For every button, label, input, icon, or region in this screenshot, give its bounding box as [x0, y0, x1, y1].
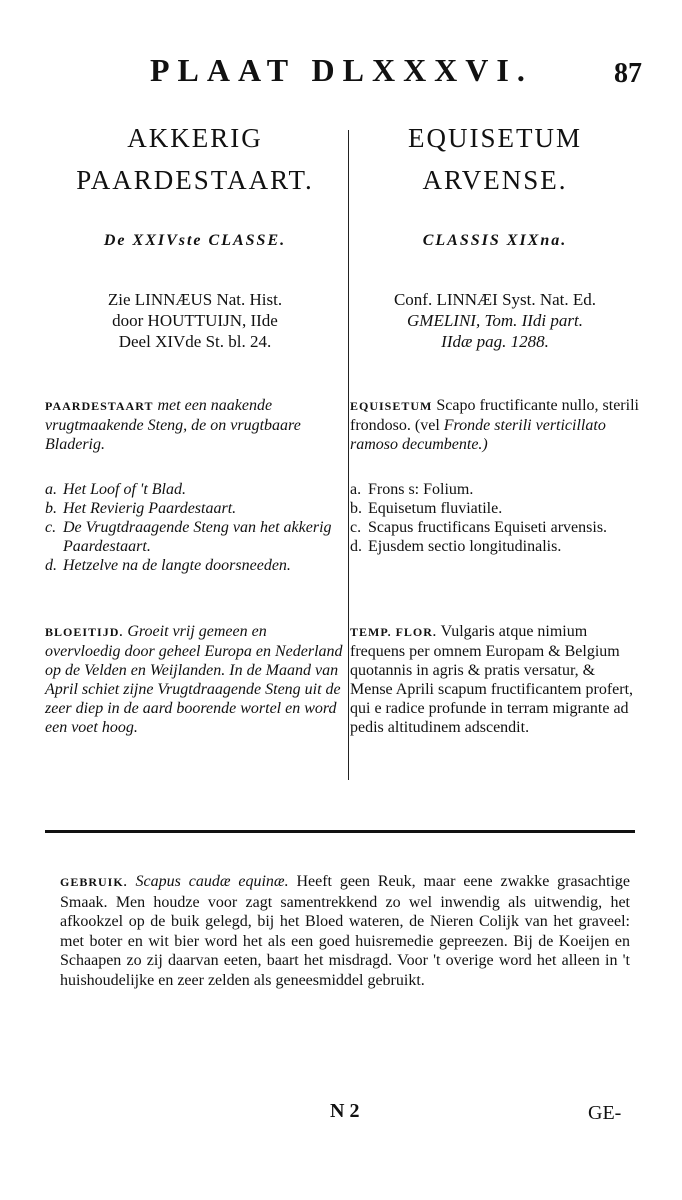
- right-ref-line1: Conf. LINNÆI Syst. Nat. Ed.: [393, 290, 597, 309]
- left-flowering: [45, 622, 345, 737]
- left-ref-line2: door HOUTTUIJN, IIde: [112, 311, 278, 330]
- left-desc-label: PAARDESTAART: [45, 399, 154, 413]
- right-ref-line2: GMELINI, Tom. IIdi part.: [407, 311, 583, 330]
- left-bloei-text: Groeit vrij gemeen en overvloedig door geheel Europa en Nederland op de Velden en Weijlanden. In de Maand van April schiet zijne Vrugtdraagende Steng uit de zeer diep in de aard boorende wortel en word een voet hoog.: [45, 623, 343, 736]
- left-bloei-label: BLOEITIJD.: [45, 625, 124, 639]
- list-item: d. Hetzelve na de langte doorsneeden.: [45, 557, 291, 574]
- left-ref-line1: Zie LINNÆUS Nat. Hist.: [107, 290, 283, 309]
- left-name-line2: PAARDESTAART.: [76, 165, 314, 195]
- left-figure-list: [45, 480, 345, 575]
- right-figure-list: [350, 480, 640, 556]
- list-item: b. Equisetum fluviatile.: [350, 500, 503, 517]
- catchword: GE-: [588, 1102, 622, 1124]
- right-flowering: [350, 622, 640, 737]
- left-name-line1: AKKERIG: [127, 123, 263, 153]
- section-divider: [45, 830, 635, 833]
- left-classe: De XXIVste CLASSE.: [103, 232, 287, 249]
- list-item: d. Ejusdem sectio longitudinalis.: [350, 538, 562, 555]
- list-item: c. Scapus fructificans Equiseti arvensis.: [350, 519, 608, 536]
- usage-label: GEBRUIK.: [60, 875, 128, 889]
- right-desc-label: EQUISETUM: [350, 399, 433, 413]
- left-description: [45, 396, 345, 454]
- plate-title: PLAAT DLXXXVI.: [150, 52, 533, 88]
- right-classe: CLASSIS XIXna.: [422, 232, 568, 249]
- signature-mark: N 2: [330, 1100, 360, 1122]
- usage-italic: Scapus caudæ equinæ.: [135, 873, 289, 890]
- right-name-line1: EQUISETUM: [408, 123, 582, 153]
- right-flor-text: Vulgaris atque nimium frequens per omnem Europam & Belgium quotannis in agris & pratis versatur, & Mense Aprili scapum fructificantem profert, qui e radice profunde in terram migrante ad pedis altitudinem adscendit.: [350, 623, 634, 736]
- usage-paragraph: [60, 872, 630, 990]
- list-item: b. Het Revierig Paardestaart.: [45, 500, 237, 517]
- right-desc-text: Scapo fructificante nullo, sterili frondoso. (vel: [350, 397, 639, 434]
- right-name-line2: ARVENSE.: [422, 165, 568, 195]
- list-item: c. De Vrugtdraagende Steng van het akkerig Paardestaart.: [45, 519, 332, 555]
- usage-text: Heeft geen Reuk, maar eene zwakke grasachtige Smaak. Men houdze voor zagt samentrekkend zo wel inwendig als uitwendig, het afkookzel op de buik gelegd, bij het Bloed wateren, de Nieren Colijk van het graveel: met boter en wit bier word het als een goed huisremedie gepreezen. Bij de Koeijen en Schaapen zo zij daarvan eeten, baart het misdragd. Voor 't overige word het alleen in 't huishoudelijke en zeer zelden als geneesmiddel gebruikt.: [60, 873, 631, 989]
- right-desc-italic: Fronde sterili verticillato ramoso decumbente.): [350, 417, 606, 453]
- left-ref-line3: Deel XIVde St. bl. 24.: [118, 332, 272, 351]
- list-item: a. Het Loof of 't Blad.: [45, 481, 186, 498]
- column-divider: [348, 130, 349, 780]
- list-item: a. Frons s: Folium.: [350, 481, 474, 498]
- right-flor-label: TEMP. FLOR.: [350, 625, 437, 639]
- page-number: 87: [614, 58, 642, 89]
- right-ref-line3: IIdæ pag. 1288.: [441, 332, 549, 351]
- left-desc-text: met een naakende vrugtmaakende Steng, de on vrugtbaare Bladerig.: [45, 397, 301, 453]
- right-description: [350, 396, 640, 454]
